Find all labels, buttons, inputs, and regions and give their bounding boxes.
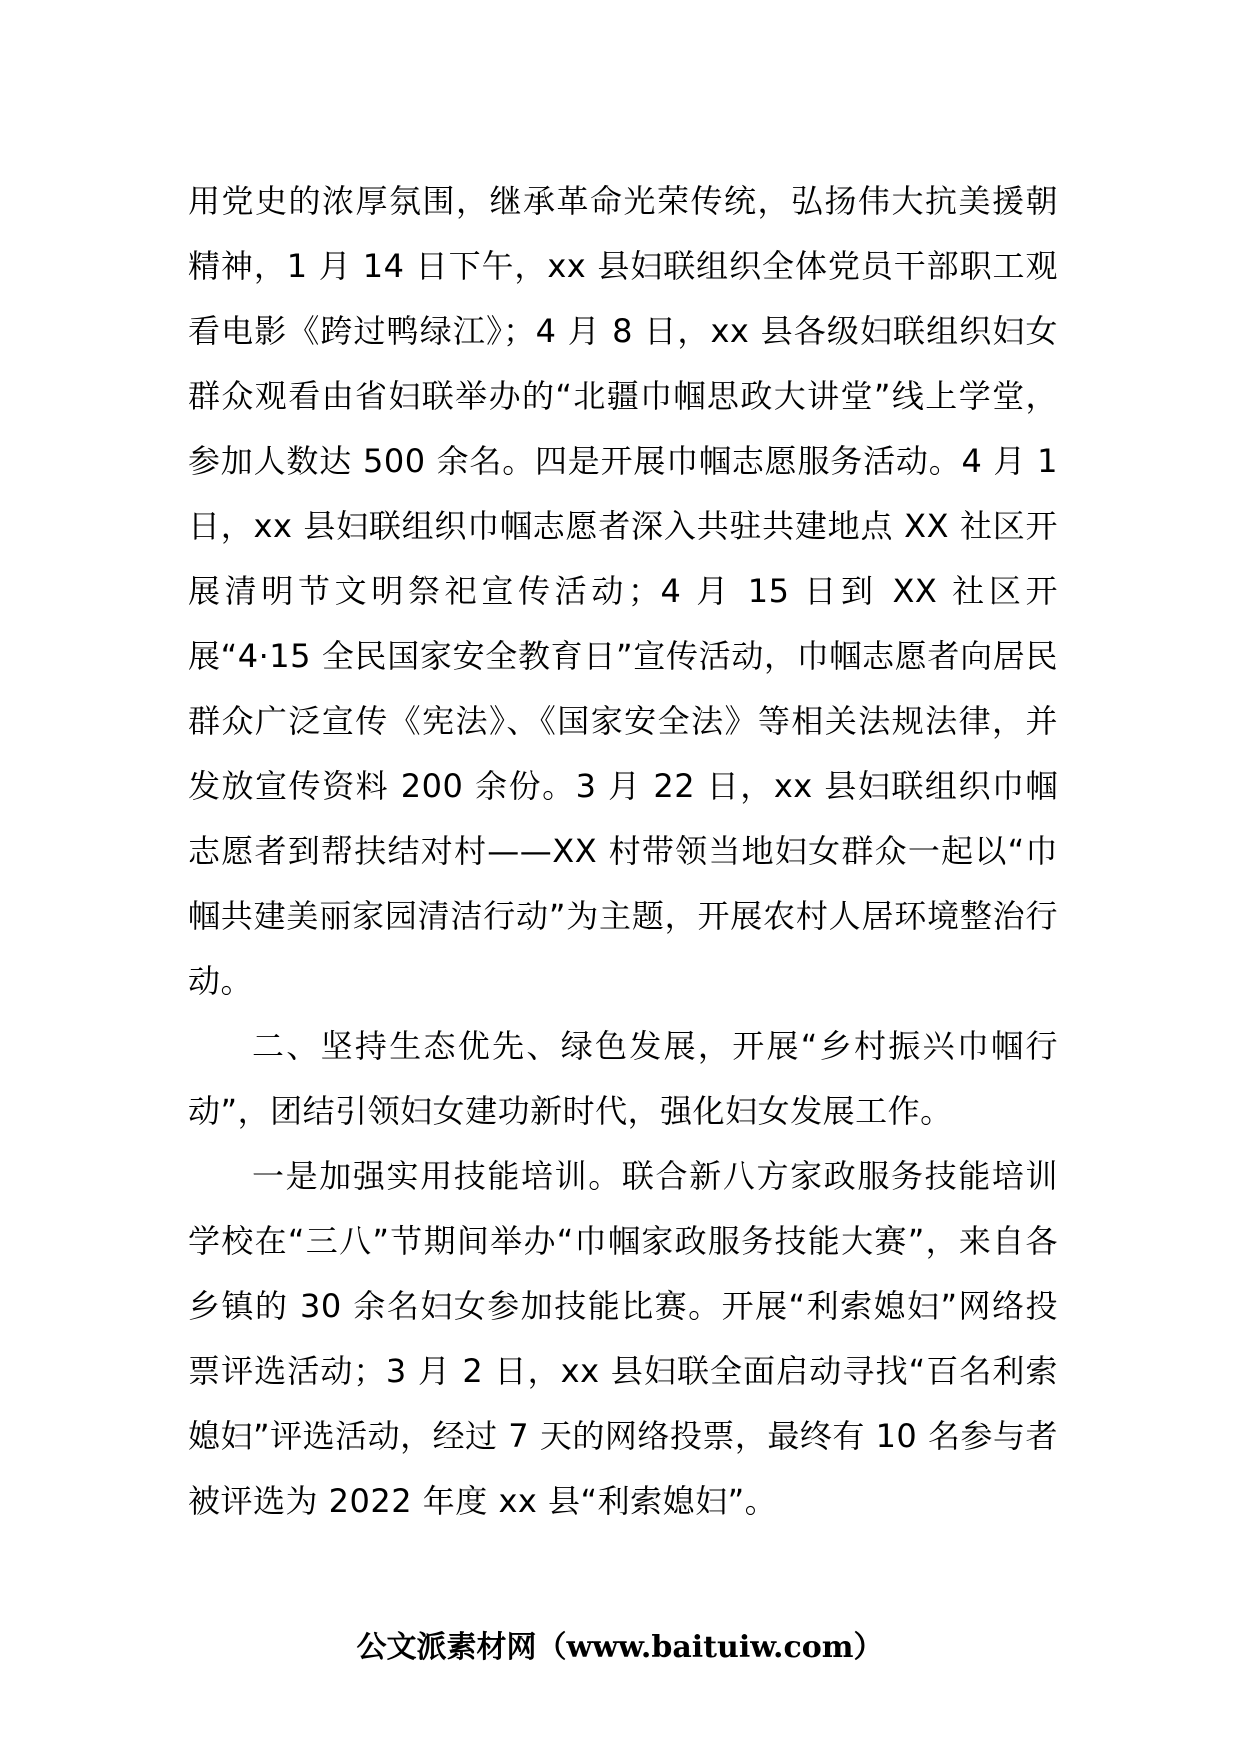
paragraph-continuation: 用党史的浓厚氛围，继承革命光荣传统，弘扬伟大抗美援朝精神，1 月 14 日下午，xx 县妇联组织全体党员干部职工观看电影《跨过鸭绿江》；4 月 8 日，xx 县各级妇联组织妇女群众观看由省妇联举办的“北疆巾帼思政大讲堂”线上学堂，参加人数达 500 余名。四是开展巾帼志愿服务活动。4 月 1 日，xx 县妇联组织巾帼志愿者深入共驻共建地点 XX 社区开展清明节文明祭祀宣传活动；4 月 15 日到 XX 社区开展“4·15 全民国家安全教育日”宣传活动，巾帼志愿者向居民群众广泛宣传《宪法》、《国家安全法》等相关法规法律，并发放宣传资料 200 余份。3 月 22 日，xx 县妇联组织巾帼志愿者到帮扶结对村——XX 村带领当地妇女群众一起以“巾帼共建美丽家园清洁行动”为主题，开展农村人居环境整治行动。 (188, 182, 1058, 1000)
paragraph-skills-training: 一是加强实用技能培训。联合新八方家政服务技能培训学校在“三八”节期间举办“巾帼家政服务技能大赛”，来自各乡镇的 30 余名妇女参加技能比赛。开展“利索媳妇”网络投票评选活动；3 月 2 日，xx 县妇联全面启动寻找“百名利索媳妇”评选活动，经过 7 天的网络投票，最终有 10 名参与者被评选为 2022 年度 xx 县“利索媳妇”。 (188, 1157, 1058, 1520)
document-body (188, 169, 1058, 1534)
paragraph-section-heading: 二、坚持生态优先、绿色发展，开展“乡村振兴巾帼行动”，团结引领妇女建功新时代，强化妇女发展工作。 (188, 1027, 1058, 1130)
footer-watermark-text: 公文派素材网（www.baituiw.com） (356, 1630, 884, 1665)
